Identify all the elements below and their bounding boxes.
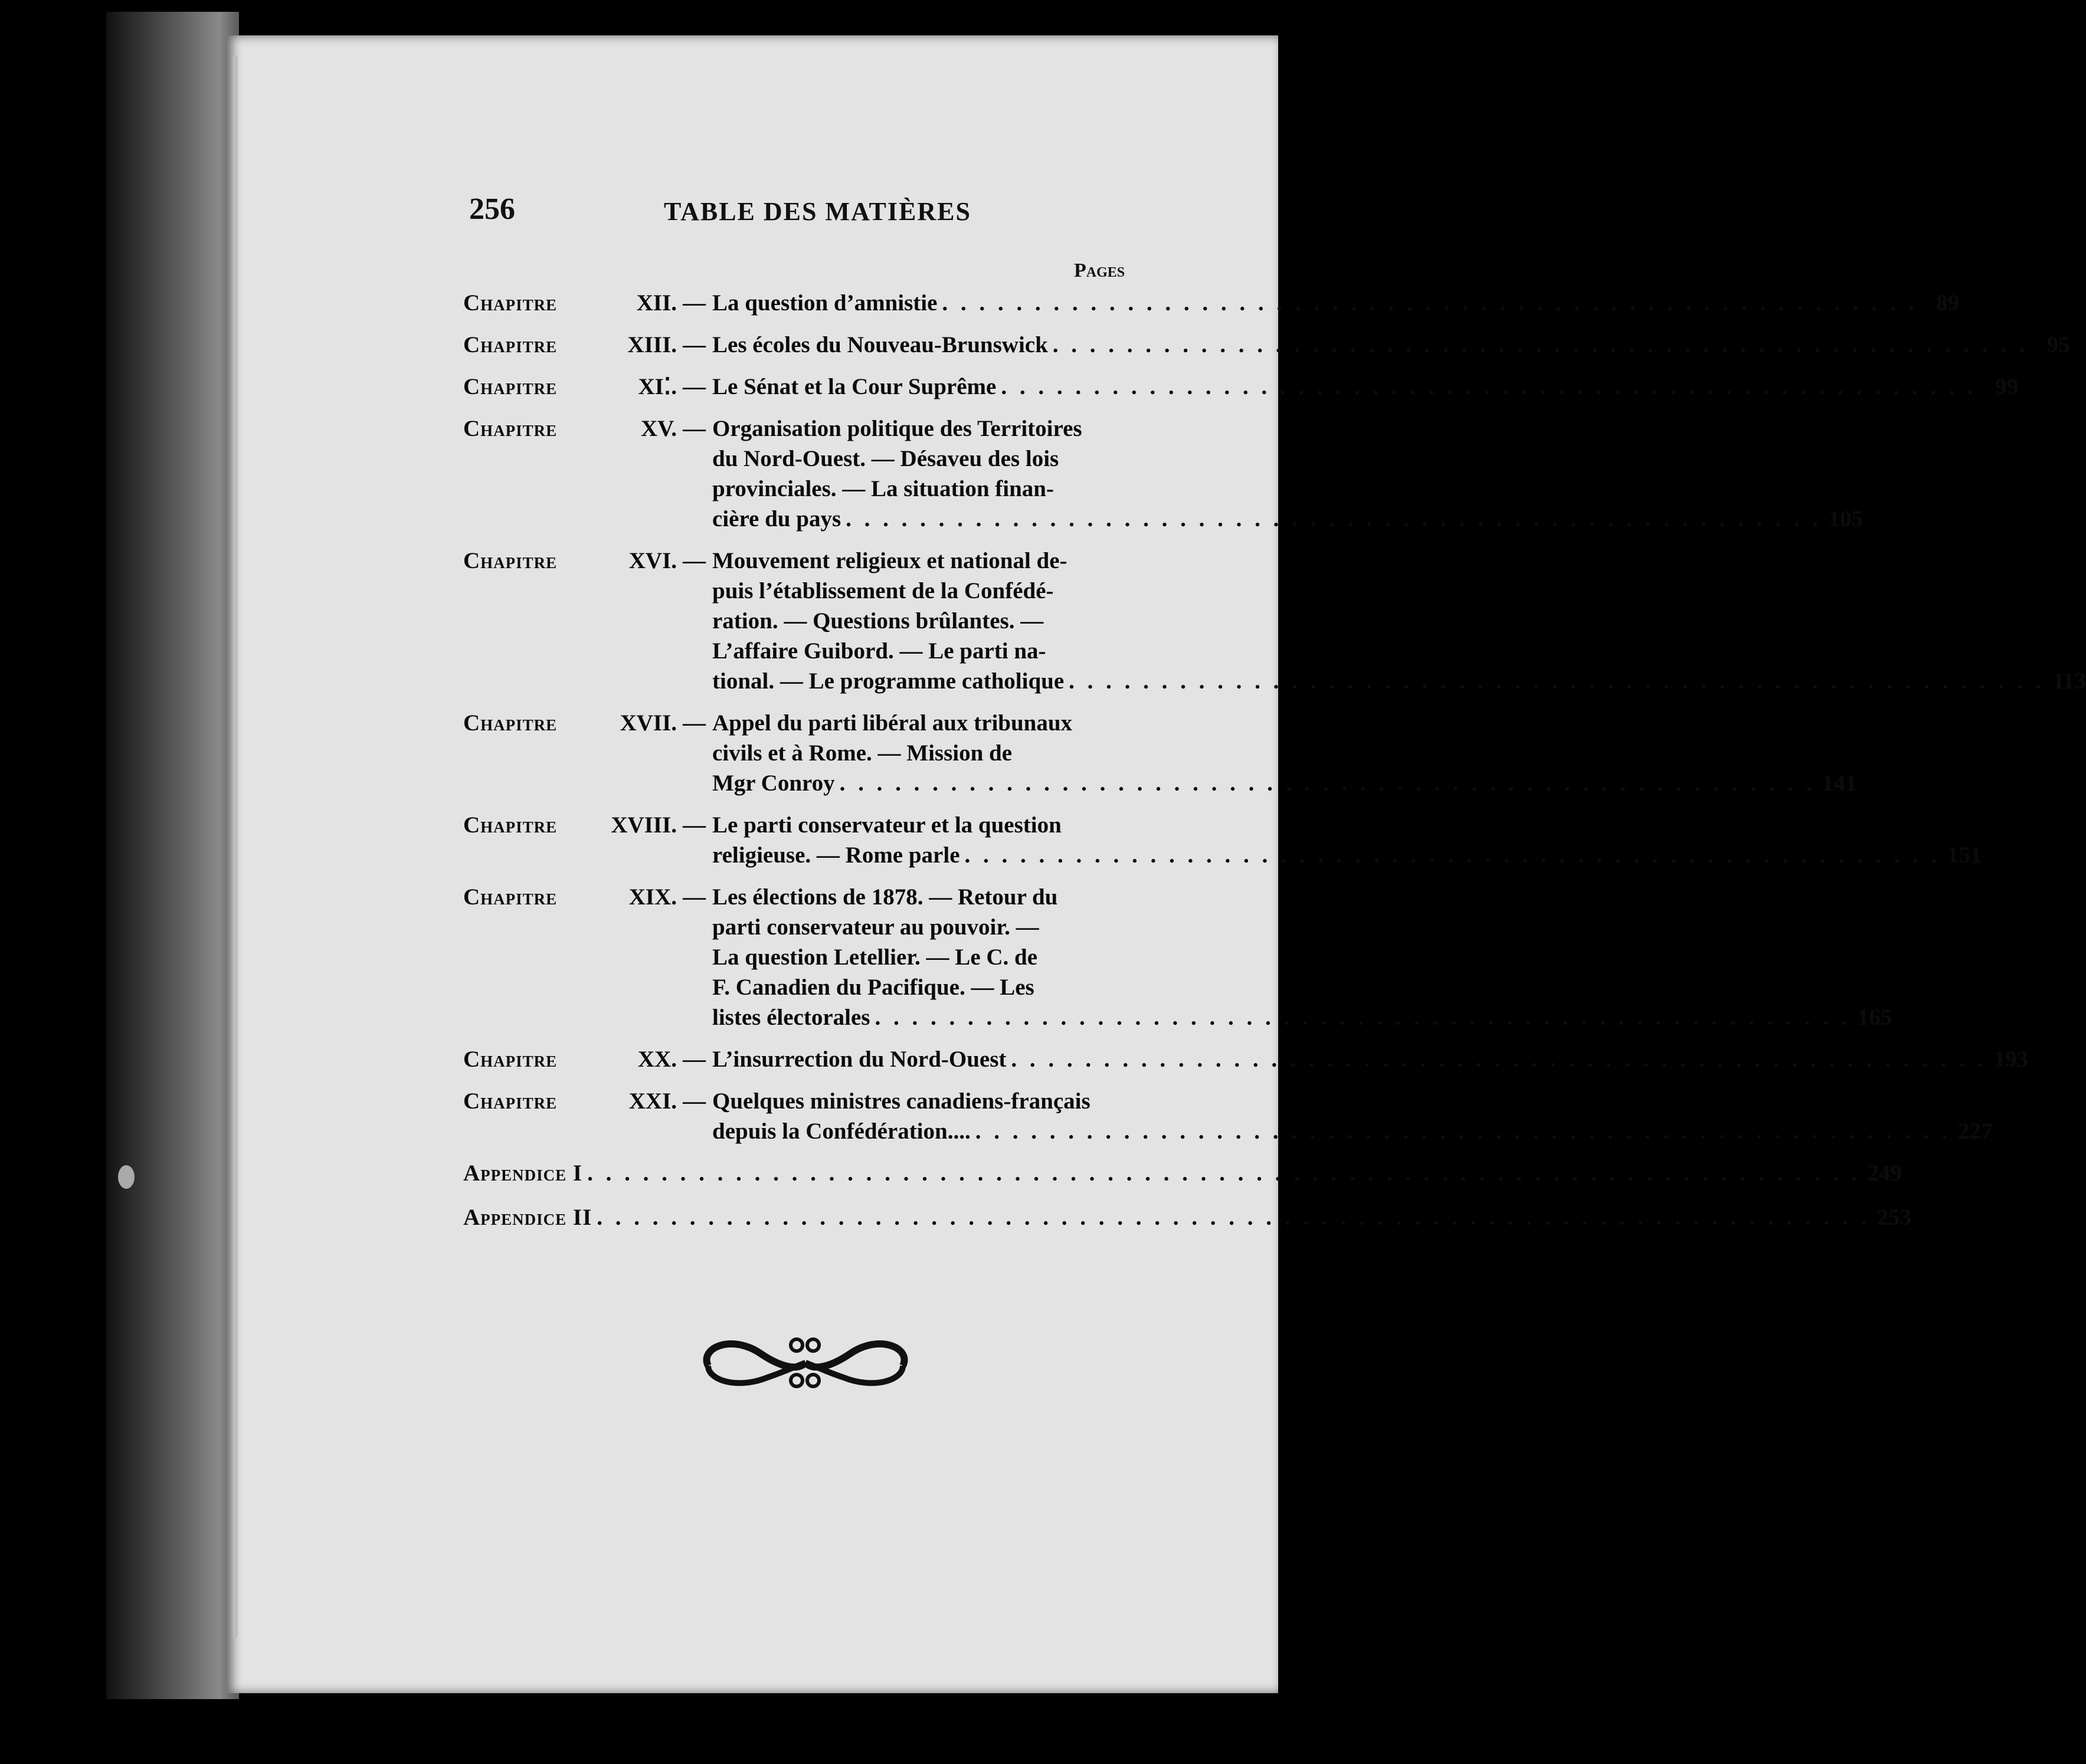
chapter-title — [712, 708, 1856, 798]
chapter-dash: — — [683, 812, 706, 838]
chapter-dash: — — [683, 1088, 706, 1114]
chapter-dash: — — [683, 290, 706, 316]
chapter-title-line: civils et à Rome. — Mission de — [712, 740, 1013, 766]
scroll-ornament-icon — [696, 1330, 915, 1395]
chapter-title-line: L’affaire Guibord. — Le parti na- — [712, 638, 1046, 664]
chapter-title — [712, 546, 2086, 696]
chapter-title — [712, 882, 1892, 1032]
chapter-title-line: F. Canadien du Pacifique. — Les — [712, 975, 1034, 1000]
chapter-numeral: XXI. — [628, 1088, 677, 1114]
chapter-dash: — — [683, 332, 706, 358]
toc-entry — [463, 288, 1960, 318]
page-reference: 141 — [1822, 770, 1857, 796]
appendix-label: Appendice II — [463, 1205, 592, 1230]
chapter-dash: — — [683, 374, 706, 399]
page-reference: 227 — [1957, 1119, 1993, 1144]
dot-leader — [840, 768, 1816, 798]
page-reference: 99 — [1995, 374, 2019, 399]
chapter-numeral: XII. — [636, 290, 677, 316]
toc-entry — [463, 372, 2019, 402]
dot-leader — [1069, 666, 2045, 696]
chapter-label: Chapitre — [463, 1088, 558, 1114]
chapter-title — [712, 810, 1982, 870]
chapter-label: Chapitre — [463, 332, 558, 358]
chapter-body — [683, 414, 1863, 534]
chapter-title-last-line — [712, 288, 1959, 318]
chapter-title-line: religieuse. — Rome parle — [712, 842, 960, 868]
chapter-title-line: L’insurrection du Nord-Ouest — [712, 1047, 1007, 1072]
chapter-title-last-line — [712, 330, 2070, 360]
chapter-title-line: Mgr Conroy — [712, 770, 835, 796]
toc-entry — [463, 1086, 1993, 1146]
chapter-dash: — — [683, 548, 706, 573]
chapter-title — [712, 330, 2070, 360]
chapter-numeral: XIX. — [628, 884, 677, 910]
dot-leader — [975, 1116, 1951, 1146]
chapter-label: Chapitre — [463, 812, 558, 838]
chapter-title-line: puis l’établissement de la Confédé- — [712, 578, 1054, 604]
page-reference: 165 — [1857, 1005, 1892, 1030]
appendix-entry — [463, 1202, 1912, 1232]
page-reference: 113 — [2052, 668, 2086, 694]
toc-entry — [463, 1044, 2029, 1074]
chapter-title-line: ration. — Questions brûlantes. — — [712, 608, 1044, 634]
chapter-title-last-line — [712, 372, 2018, 402]
toc-entry — [463, 414, 1863, 534]
appendix-entry — [463, 1158, 1902, 1188]
chapter-title-last-line — [712, 768, 1856, 798]
toc-entry — [463, 546, 2086, 696]
toc-entry — [463, 810, 1982, 870]
chapter-numeral: XV. — [640, 416, 677, 441]
chapter-title-last-line — [712, 504, 1863, 534]
running-title: TABLE DES MATIÈRES — [664, 197, 971, 226]
chapter-title-line: tional. — Le programme catholique — [712, 668, 1065, 694]
dot-leader — [1001, 372, 1977, 402]
chapter-label: Chapitre — [463, 548, 558, 573]
page-reference: 95 — [2046, 332, 2070, 358]
page-reference: 105 — [1828, 506, 1863, 532]
chapter-numeral: XI⁚. — [638, 374, 677, 399]
chapter-title-line: Le Sénat et la Cour Suprême — [712, 374, 997, 399]
table-of-contents — [463, 288, 2086, 1247]
chapter-title-last-line — [712, 666, 2086, 696]
chapter-numeral: XIII. — [627, 332, 677, 358]
toc-entry — [463, 330, 2070, 360]
chapter-title — [712, 414, 1863, 534]
chapter-numeral: XVII. — [620, 710, 677, 736]
page-reference: 89 — [1936, 290, 1960, 316]
chapter-title-line: listes électorales — [712, 1005, 870, 1030]
dot-leader — [875, 1002, 1851, 1032]
page-reference: 249 — [1867, 1160, 1902, 1186]
page-edge — [233, 56, 238, 1637]
chapter-title-last-line — [712, 840, 1982, 870]
chapter-body — [683, 882, 1892, 1032]
chapter-body — [683, 372, 2018, 402]
chapter-title-line: du Nord-Ouest. — Désaveu des lois — [712, 446, 1059, 471]
chapter-title-line: Les élections de 1878. — Retour du — [712, 884, 1058, 910]
chapter-title-line: Quelques ministres canadiens-français — [712, 1088, 1091, 1114]
chapter-body — [683, 810, 1982, 870]
chapter-label: Chapitre — [463, 884, 558, 910]
chapter-dash: — — [683, 416, 706, 441]
dot-leader — [942, 288, 1918, 318]
chapter-title-line: cière du pays — [712, 506, 841, 532]
chapter-title-line: La question Letellier. — Le C. de — [712, 945, 1038, 970]
chapter-body — [683, 1086, 1992, 1146]
chapter-title-line: Mouvement religieux et national de- — [712, 548, 1067, 573]
chapter-title — [712, 372, 2018, 402]
chapter-dash: — — [683, 884, 706, 910]
book-spine — [106, 12, 239, 1699]
chapter-body — [683, 1044, 2028, 1074]
appendix-label: Appendice I — [463, 1160, 583, 1186]
chapter-body — [683, 708, 1856, 798]
chapter-label: Chapitre — [463, 1047, 558, 1072]
chapter-dash: — — [683, 1047, 706, 1072]
chapter-body — [683, 546, 2086, 696]
page-number: 256 — [469, 192, 515, 226]
chapter-title-last-line — [712, 1044, 2028, 1074]
dot-leader — [1053, 330, 2029, 360]
chapter-body — [683, 288, 1959, 318]
toc-entry — [463, 708, 1857, 798]
dot-leader — [587, 1158, 1861, 1188]
chapter-dash: — — [683, 710, 706, 736]
chapter-numeral: XVI. — [628, 548, 677, 573]
chapter-numeral: XX. — [637, 1047, 677, 1072]
chapter-label: Chapitre — [463, 374, 558, 399]
dot-leader — [846, 504, 1822, 534]
chapter-label: Chapitre — [463, 416, 558, 441]
page-header — [469, 192, 1036, 227]
page-reference: 151 — [1947, 842, 1982, 868]
chapter-title-last-line — [712, 1002, 1892, 1032]
dot-leader — [965, 840, 1941, 870]
chapter-title — [712, 1086, 1992, 1146]
chapter-title-line: La question d’amnistie — [712, 290, 938, 316]
chapter-title — [712, 288, 1959, 318]
chapter-title-line: parti conservateur au pouvoir. — — [712, 914, 1039, 940]
chapter-title-last-line — [712, 1116, 1992, 1146]
pages-column-label: Pages — [1074, 260, 1125, 281]
chapter-body — [683, 330, 2070, 360]
chapter-numeral: XVIII. — [611, 812, 677, 838]
page-blemish — [118, 1165, 135, 1189]
page-reference: 193 — [1993, 1047, 2029, 1072]
dot-leader — [597, 1202, 1870, 1232]
chapter-title-line: Organisation politique des Territoires — [712, 416, 1082, 441]
chapter-title-line: Les écoles du Nouveau-Brunswick — [712, 332, 1048, 358]
chapter-title — [712, 1044, 2028, 1074]
chapter-title-line: Le parti conservateur et la question — [712, 812, 1062, 838]
chapter-title-line: provinciales. — La situation finan- — [712, 476, 1054, 501]
dot-leader — [1011, 1044, 1987, 1074]
toc-entry — [463, 882, 1892, 1032]
chapter-label: Chapitre — [463, 290, 558, 316]
page-reference: 253 — [1877, 1205, 1912, 1230]
chapter-label: Chapitre — [463, 710, 558, 736]
chapter-title-line: Appel du parti libéral aux tribunaux — [712, 710, 1073, 736]
chapter-title-line: depuis la Confédération.... — [712, 1119, 971, 1144]
